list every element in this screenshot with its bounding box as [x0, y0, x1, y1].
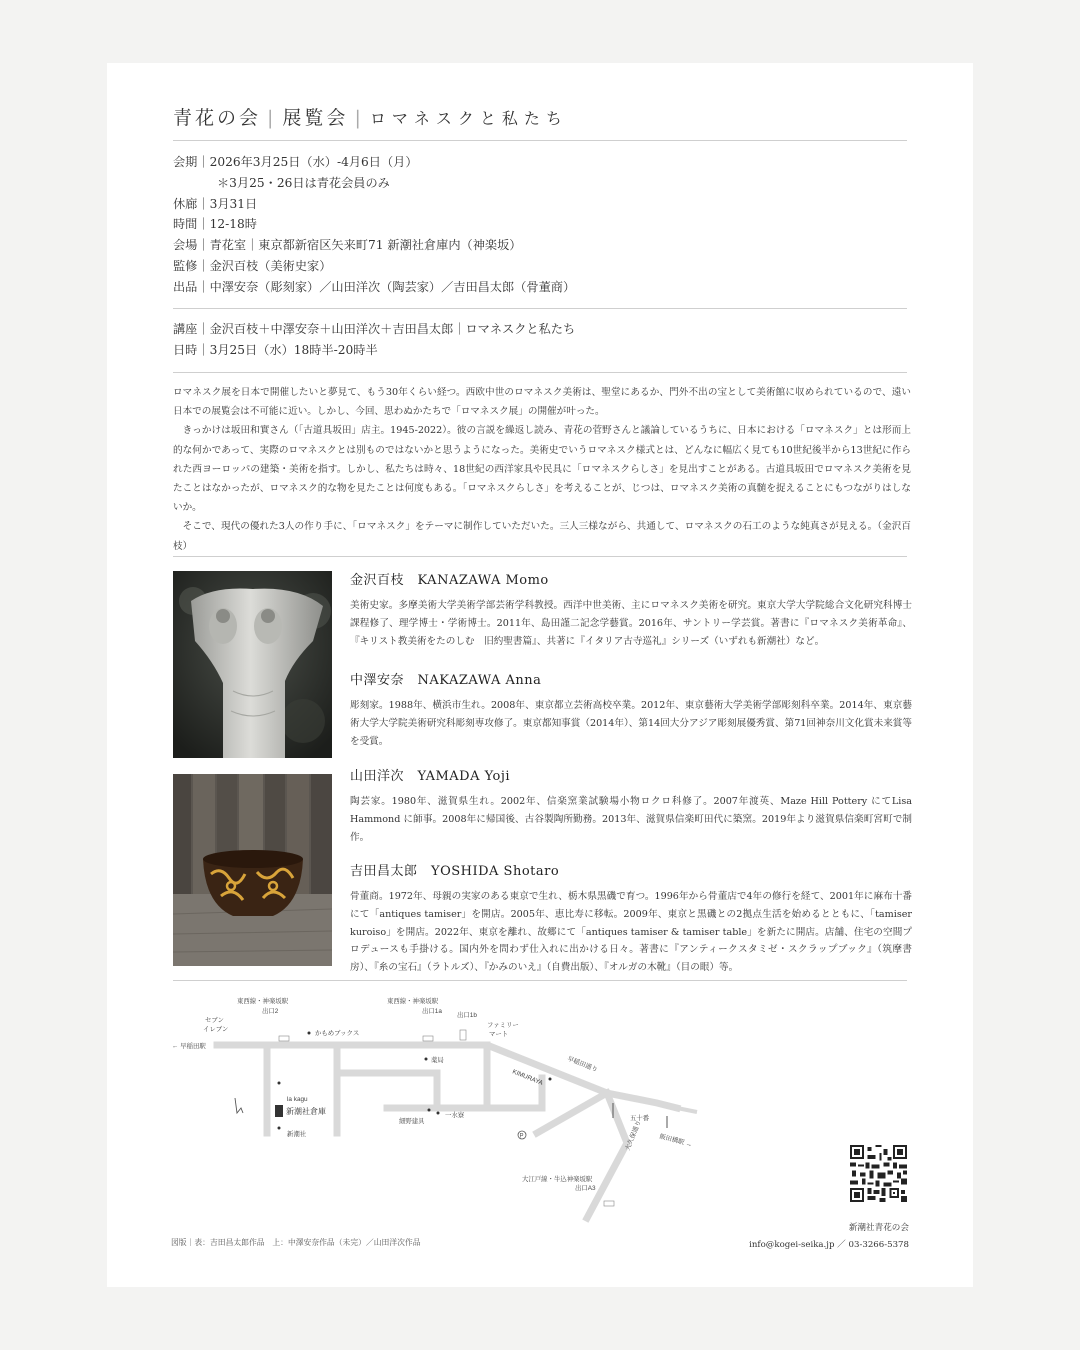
title-separator: | — [354, 107, 364, 129]
info-value: 3月31日 — [209, 196, 258, 211]
map-label: la kagu — [287, 1096, 308, 1103]
info-row: 出品｜中澤安奈（彫刻家）／山田洋次（陶芸家）／吉田昌太郎（骨董商） — [173, 279, 576, 294]
info-label: 時間 — [173, 217, 198, 232]
north-arrow-icon — [235, 1098, 243, 1113]
map-label: 細野建具 — [399, 1118, 425, 1125]
map-label: 出口1a — [422, 1008, 442, 1015]
divider — [173, 140, 907, 141]
info-label: 会期 — [173, 155, 198, 169]
map-label: 東西線・神楽坂駅 — [237, 998, 289, 1005]
artist-bio: 美術史家。多摩美術大学美術学部芸術学科教授。西洋中世美術、主にロマネスク美術を研究。東京大学大学院総合文化研究科博士課程修了、理学博士・学術博士。2011年、島田謹二記念学藝賞。2016年、サントリー学芸賞。著書に『ロマネスク美術革命』、『キリスト教美術をたのしむ 旧約聖書篇』、共著に『イタリア古寺巡礼』シリーズ（いずれも新潮社）など。 — [350, 600, 912, 647]
map-label: かもめブックス — [315, 1030, 360, 1037]
title-seika: 青花の会 — [173, 107, 262, 129]
info-row: 時間｜12-18時 — [173, 217, 257, 232]
map-label: イレブン — [203, 1026, 229, 1033]
qr-code[interactable] — [850, 1145, 907, 1202]
map-label: ← 早稲田駅 — [172, 1043, 206, 1050]
info-value: 3月25日（水）18時半-20時半 — [209, 342, 378, 357]
bio-shotaro — [350, 860, 912, 977]
publisher-info — [749, 1220, 909, 1254]
page-title — [173, 103, 568, 130]
map-label: 薬局 — [431, 1057, 444, 1064]
artist-bio: 骨董商。1972年、母親の実家のある東京で生れ、栃木県黒磯で育つ。1996年から骨董店で4年の修行を経て、2001年に麻布十番にて「antiques tamiser」を開店。2005年、恵比寿に移転。2009年、東京と黒磯との2拠点生活を始めるとともに、「tamiser kuroiso」を開店。2022年、東京を離れ、故郷にて「antiques tamiser & tamiser table」を新たに開店。店舗、住宅の空間プロデュースも手掛ける。国内外を問わず仕入れに出かける日々。著書に『アンティークスタミゼ・スクラップブック』（筑摩書房）、『糸の宝石』（ラトルズ）、『かみのいえ』（自費出版）、『オルガの木靴』（目の眼）等。 — [350, 891, 912, 974]
info-note: ＊3月25・26日は青花会員のみ — [217, 175, 390, 190]
map-label: マート — [489, 1031, 509, 1038]
map-label: セブン — [205, 1017, 224, 1024]
map-label: KIMURAYA — [511, 1068, 544, 1088]
info-label: 監修 — [173, 258, 198, 273]
info-value: 12-18時 — [209, 217, 257, 232]
divider — [173, 980, 907, 981]
info-value: 金沢百枝（美術史家） — [209, 258, 332, 273]
info-value: 中澤安奈（彫刻家）／山田洋次（陶芸家）／吉田昌太郎（骨董商） — [209, 279, 576, 294]
map-label: ファミリー — [487, 1022, 519, 1029]
info-value: 青花室｜東京都新宿区矢来町71 新潮社倉庫内（神楽坂） — [209, 238, 522, 253]
artist-bio: 彫刻家。1988年、横浜市生れ。2008年、東京都立芸術高校卒業。2012年、東京藝術大学美術学部彫刻科卒業。2014年、東京藝術大学大学院美術研究科彫刻専攻修了。東京都知事賞（2014年）、第14回大分アジア彫刻展優秀賞、第71回神奈川文化賞未来賞等を受賞。 — [350, 700, 912, 747]
info-label: 出品 — [173, 279, 198, 294]
essay-paragraph: きっかけは坂田和實さん（「古道具坂田」店主。1945-2022）。彼の言説を繰返し読み、青花の菅野さんと議論しているうちに、日本における「ロマネスク」とは形而上的な何かであって、実際のロマネスクとは別ものではないかと思うようになった。美術史でいうロマネスク様式とは、どんなに幅広く見ても10世紀後半から13世紀に作られた西ヨーロッパの建築・美術を指す。しかし、私たちは時々、18世紀の西洋家具や民具に「ロマネスクらしさ」を見出すことがある。古道具坂田でロマネスク美術を見たことはなかったが、ロマネスク的な物を見たことは何度もある。「ロマネスクらしさ」を考えることが、じつは、ロマネスク美術の真髄を捉えることにもつながりはしないか。 — [173, 425, 911, 514]
info-row: 会場｜青花室｜東京都新宿区矢来町71 新潮社倉庫内（神楽坂） — [173, 238, 522, 253]
map-label: 早稲田通り — [566, 1055, 599, 1074]
bio-yoji — [350, 765, 912, 846]
info-row: 休廊｜3月31日 — [173, 196, 258, 211]
exhibition-info — [173, 152, 575, 298]
essay-paragraph: ロマネスク展を日本で開催したいと夢見て、もう30年くらい経つ。西欧中世のロマネスク美術は、聖堂にあるか、門外不出の宝として美術館に収められているので、遠い日本での展覧会は不可能に近い。しかし、今回、思わぬかたちで「ロマネスク展」の開催が叶った。 — [173, 387, 911, 418]
divider — [173, 556, 907, 557]
essay-paragraph: そこで、現代の優れた3人の作り手に、「ロマネスク」をテーマに制作していただいた。三人三様ながら、共通して、ロマネスクの石工のような純真さが見える。（金沢百枝） — [173, 521, 911, 552]
bio-anna — [350, 669, 912, 750]
bio-momo — [350, 569, 912, 650]
divider — [173, 372, 907, 373]
map-label: 東西線・神楽坂駅 — [387, 998, 439, 1005]
bowl-photo — [173, 774, 332, 966]
image-credit: 図版｜表：吉田昌太郎作品 上：中澤安奈作品（未完）／山田洋次作品 — [171, 1238, 421, 1247]
info-label: 休廊 — [173, 196, 198, 211]
map-label: 新潮社 — [287, 1131, 307, 1138]
map-label: 出口1b — [457, 1012, 477, 1019]
map-label: 大久保通り — [624, 1119, 643, 1152]
lecture-info — [173, 319, 575, 361]
essay-text — [173, 383, 911, 556]
info-value: 金沢百枝＋中澤安奈＋山田洋次＋吉田昌太郎｜ロマネスクと私たち — [209, 322, 576, 336]
info-row: 日時｜3月25日（水）18時半-20時半 — [173, 342, 378, 357]
info-row — [173, 173, 575, 194]
artist-name: 吉田昌太郎 YOSHIDA Shotaro — [350, 864, 560, 879]
artist-name: 金沢百枝 KANAZAWA Momo — [350, 573, 549, 588]
map-label-warehouse: 新潮社倉庫 — [286, 1107, 326, 1116]
info-label: 日時 — [173, 342, 198, 357]
title-exhibition: 展覧会 — [282, 107, 349, 129]
sculpture-photo — [173, 571, 332, 758]
publisher-name: 新潮社青花の会 — [848, 1223, 909, 1233]
info-value: 2026年3月25日（水）-4月6日（月） — [209, 155, 418, 169]
map-label: 飯田橋駅 → — [658, 1133, 693, 1149]
divider — [173, 308, 907, 309]
map-label: 五十番 — [630, 1115, 650, 1122]
info-row: 会期｜2026年3月25日（水）-4月6日（月） — [173, 155, 418, 169]
title-separator: | — [267, 107, 277, 129]
artist-name: 中澤安奈 NAKAZAWA Anna — [350, 673, 542, 688]
map-label: 一水寮 — [445, 1112, 465, 1119]
publisher-contact[interactable]: info@kogei-seika.jp ／ 03-3266-5378 — [749, 1240, 909, 1250]
info-row: 講座｜金沢百枝＋中澤安奈＋山田洋次＋吉田昌太郎｜ロマネスクと私たち — [173, 322, 576, 336]
artist-name: 山田洋次 YAMADA Yoji — [350, 769, 511, 784]
artist-bio: 陶芸家。1980年、滋賀県生れ。2002年、信楽窯業試験場小物ロクロ科修了。2007年渡英、Maze Hill Pottery にてLisa Hammond に師事。2008年に帰国後、古谷製陶所勤務。2013年、滋賀県信楽町田代に築窯。2019年より滋賀県信楽町宮町で制作。 — [350, 796, 912, 843]
map-label: 出口A3 — [575, 1185, 596, 1192]
access-map — [167, 988, 727, 1228]
flyer-page — [107, 63, 973, 1287]
parking-icon: P — [519, 1133, 524, 1140]
map-label: 出口2 — [262, 1008, 279, 1015]
map-label: 大江戸線・牛込神楽坂駅 — [522, 1176, 593, 1183]
info-label: 講座 — [173, 322, 198, 336]
info-label: 会場 — [173, 238, 198, 253]
info-row: 監修｜金沢百枝（美術史家） — [173, 258, 332, 273]
title-subtitle: ロマネスクと私たち — [369, 109, 568, 128]
